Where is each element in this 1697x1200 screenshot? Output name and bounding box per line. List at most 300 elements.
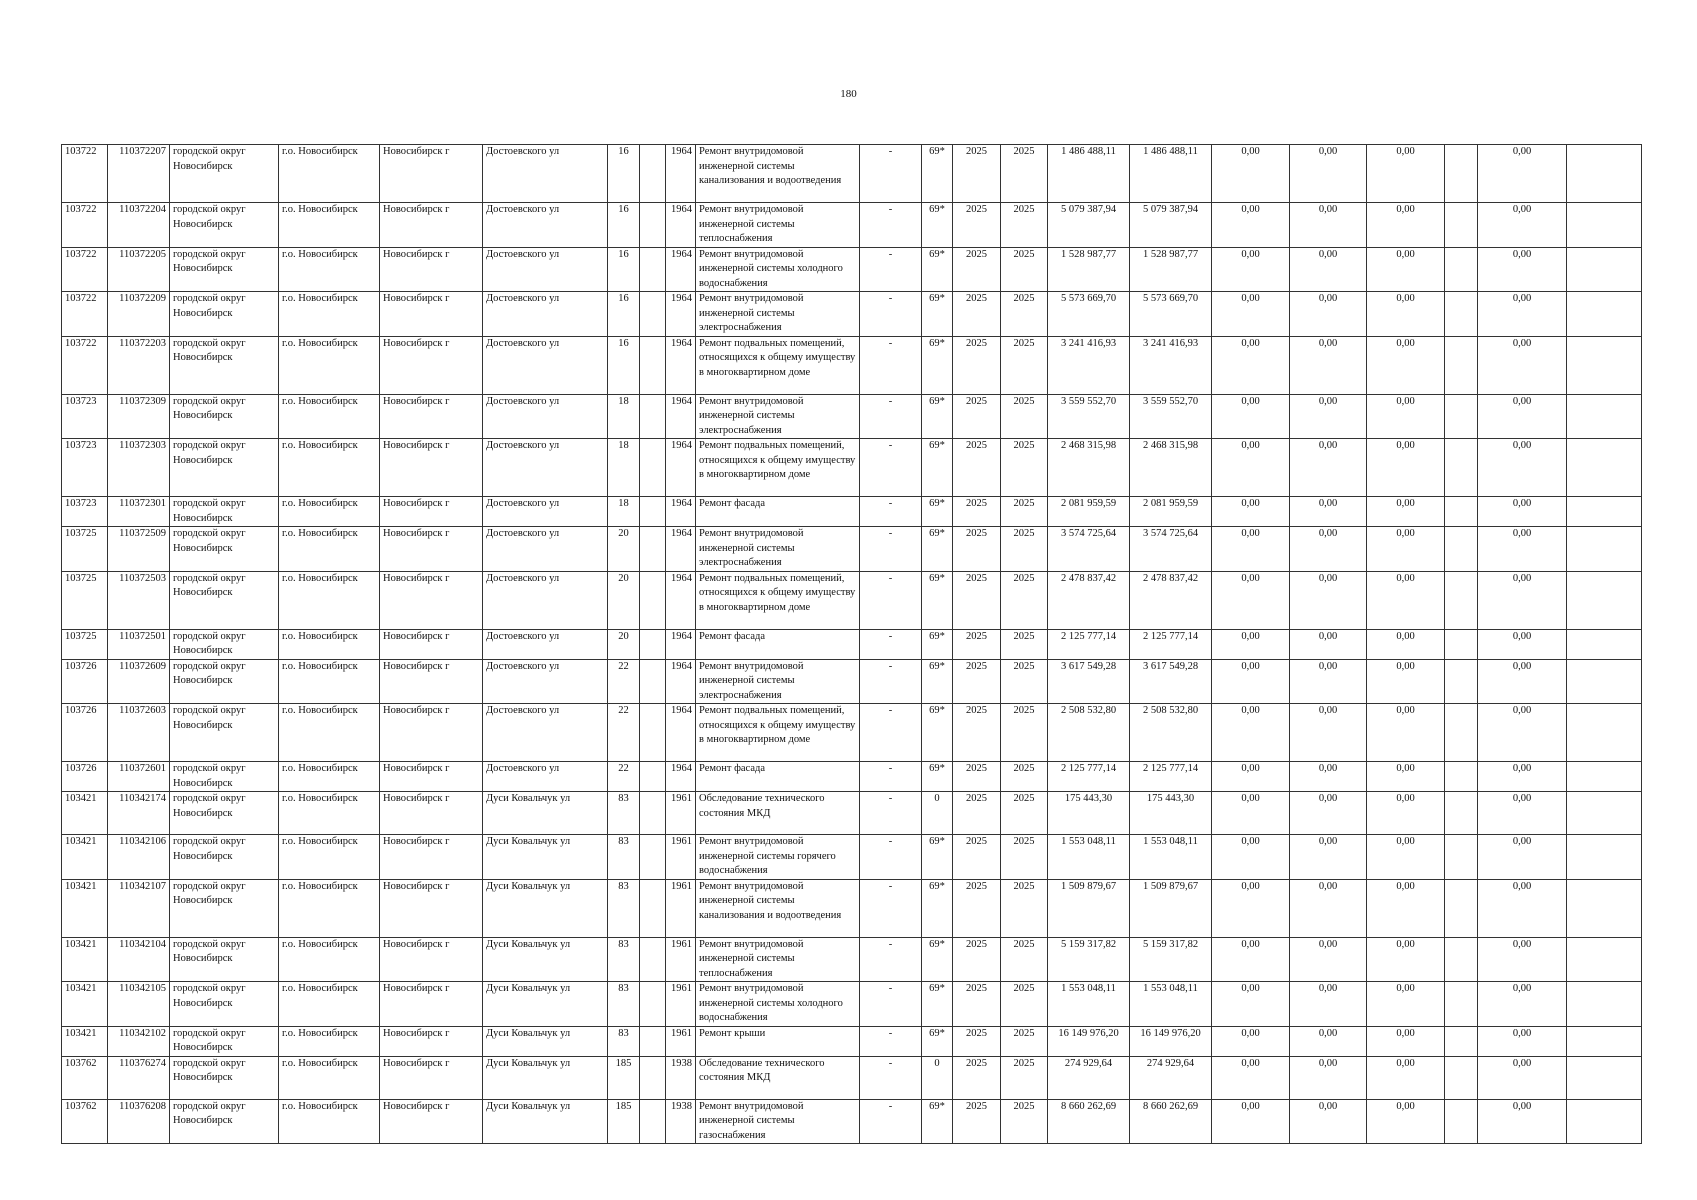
cell-year: 1961 bbox=[666, 792, 696, 835]
cell-district: городской округ Новосибирск bbox=[170, 762, 279, 792]
cell-v2: 0,00 bbox=[1290, 336, 1367, 394]
cell-building: 22 bbox=[608, 704, 640, 762]
cell-year: 1961 bbox=[666, 835, 696, 880]
cell-cost1: 274 929,64 bbox=[1048, 1056, 1130, 1099]
cell-start: 2025 bbox=[953, 937, 1001, 982]
cell-cost2: 1 553 048,11 bbox=[1130, 835, 1212, 880]
cell-dash: - bbox=[860, 792, 922, 835]
cell-dash: - bbox=[860, 292, 922, 337]
cell-cost1: 1 553 048,11 bbox=[1048, 835, 1130, 880]
cell-city: Новосибирск г bbox=[380, 336, 483, 394]
cell-norm: 69* bbox=[922, 439, 953, 497]
cell-end: 2025 bbox=[1001, 629, 1048, 659]
cell-code: 110342105 bbox=[108, 982, 170, 1027]
cell-v4 bbox=[1445, 527, 1478, 572]
cell-start: 2025 bbox=[953, 792, 1001, 835]
cell-v6 bbox=[1567, 835, 1642, 880]
cell-street: Дуси Ковальчук ул bbox=[483, 879, 608, 937]
cell-v2: 0,00 bbox=[1290, 659, 1367, 704]
cell-cost2: 8 660 262,69 bbox=[1130, 1099, 1212, 1144]
cell-norm: 69* bbox=[922, 145, 953, 203]
cell-v6 bbox=[1567, 659, 1642, 704]
cell-v3: 0,00 bbox=[1367, 394, 1445, 439]
cell-v1: 0,00 bbox=[1212, 571, 1290, 629]
cell-v3: 0,00 bbox=[1367, 1099, 1445, 1144]
cell-dash: - bbox=[860, 527, 922, 572]
cell-v3: 0,00 bbox=[1367, 247, 1445, 292]
cell-code: 110342106 bbox=[108, 835, 170, 880]
cell-district: городской округ Новосибирск bbox=[170, 336, 279, 394]
cell-city: Новосибирск г bbox=[380, 704, 483, 762]
cell-extra bbox=[640, 982, 666, 1027]
cell-street: Достоевского ул bbox=[483, 439, 608, 497]
cell-extra bbox=[640, 1099, 666, 1144]
cell-v2: 0,00 bbox=[1290, 792, 1367, 835]
cell-v4 bbox=[1445, 792, 1478, 835]
page-number: 180 bbox=[840, 88, 857, 100]
cell-year: 1964 bbox=[666, 659, 696, 704]
cell-v6 bbox=[1567, 879, 1642, 937]
cell-norm: 0 bbox=[922, 792, 953, 835]
cell-district: городской округ Новосибирск bbox=[170, 292, 279, 337]
cell-extra bbox=[640, 527, 666, 572]
cell-code: 110372503 bbox=[108, 571, 170, 629]
cell-v6 bbox=[1567, 247, 1642, 292]
cell-district: городской округ Новосибирск bbox=[170, 203, 279, 248]
cell-building: 20 bbox=[608, 629, 640, 659]
cell-end: 2025 bbox=[1001, 394, 1048, 439]
cell-norm: 69* bbox=[922, 762, 953, 792]
cell-code: 110372603 bbox=[108, 704, 170, 762]
cell-year: 1964 bbox=[666, 527, 696, 572]
cell-extra bbox=[640, 1056, 666, 1099]
cell-v3: 0,00 bbox=[1367, 982, 1445, 1027]
cell-code: 110342174 bbox=[108, 792, 170, 835]
cell-house: 103725 bbox=[62, 527, 108, 572]
cell-street: Достоевского ул bbox=[483, 659, 608, 704]
cell-norm: 69* bbox=[922, 1099, 953, 1144]
cell-city-short: г.о. Новосибирск bbox=[279, 145, 380, 203]
cell-house: 103421 bbox=[62, 1026, 108, 1056]
cell-v1: 0,00 bbox=[1212, 1026, 1290, 1056]
cell-cost1: 3 617 549,28 bbox=[1048, 659, 1130, 704]
cell-city: Новосибирск г bbox=[380, 497, 483, 527]
cell-v2: 0,00 bbox=[1290, 1056, 1367, 1099]
cell-cost2: 3 241 416,93 bbox=[1130, 336, 1212, 394]
cell-house: 103722 bbox=[62, 203, 108, 248]
cell-work: Ремонт внутридомовой инженерной системы теплоснабжения bbox=[696, 203, 860, 248]
cell-v6 bbox=[1567, 1026, 1642, 1056]
cell-v4 bbox=[1445, 937, 1478, 982]
cell-year: 1964 bbox=[666, 629, 696, 659]
cell-norm: 69* bbox=[922, 247, 953, 292]
cell-norm: 0 bbox=[922, 1056, 953, 1099]
cell-norm: 69* bbox=[922, 394, 953, 439]
cell-end: 2025 bbox=[1001, 792, 1048, 835]
cell-street: Дуси Ковальчук ул bbox=[483, 937, 608, 982]
table-row bbox=[62, 792, 1642, 835]
cell-start: 2025 bbox=[953, 439, 1001, 497]
cell-year: 1938 bbox=[666, 1056, 696, 1099]
cell-end: 2025 bbox=[1001, 571, 1048, 629]
cell-city: Новосибирск г bbox=[380, 762, 483, 792]
cell-house: 103725 bbox=[62, 629, 108, 659]
cell-street: Достоевского ул bbox=[483, 762, 608, 792]
cell-v4 bbox=[1445, 439, 1478, 497]
cell-v6 bbox=[1567, 203, 1642, 248]
cell-code: 110372609 bbox=[108, 659, 170, 704]
cell-norm: 69* bbox=[922, 336, 953, 394]
table-row bbox=[62, 879, 1642, 937]
cell-code: 110342102 bbox=[108, 1026, 170, 1056]
cell-extra bbox=[640, 937, 666, 982]
cell-start: 2025 bbox=[953, 336, 1001, 394]
cell-end: 2025 bbox=[1001, 659, 1048, 704]
cell-work: Ремонт фасада bbox=[696, 762, 860, 792]
cell-v2: 0,00 bbox=[1290, 762, 1367, 792]
cell-cost1: 3 241 416,93 bbox=[1048, 336, 1130, 394]
cell-v1: 0,00 bbox=[1212, 145, 1290, 203]
cell-house: 103421 bbox=[62, 879, 108, 937]
table-row bbox=[62, 982, 1642, 1027]
cell-house: 103421 bbox=[62, 792, 108, 835]
cell-extra bbox=[640, 704, 666, 762]
cell-city: Новосибирск г bbox=[380, 247, 483, 292]
cell-end: 2025 bbox=[1001, 203, 1048, 248]
cell-v4 bbox=[1445, 145, 1478, 203]
cell-district: городской округ Новосибирск bbox=[170, 1099, 279, 1144]
cell-street: Достоевского ул bbox=[483, 203, 608, 248]
cell-end: 2025 bbox=[1001, 497, 1048, 527]
cell-cost2: 2 478 837,42 bbox=[1130, 571, 1212, 629]
cell-extra bbox=[640, 394, 666, 439]
cell-city: Новосибирск г bbox=[380, 394, 483, 439]
cell-norm: 69* bbox=[922, 497, 953, 527]
cell-v3: 0,00 bbox=[1367, 879, 1445, 937]
cell-code: 110372205 bbox=[108, 247, 170, 292]
cell-city: Новосибирск г bbox=[380, 145, 483, 203]
cell-v2: 0,00 bbox=[1290, 394, 1367, 439]
cell-dash: - bbox=[860, 879, 922, 937]
cell-city: Новосибирск г bbox=[380, 792, 483, 835]
cell-v3: 0,00 bbox=[1367, 145, 1445, 203]
cell-work: Ремонт подвальных помещений, относящихся к общему имуществу в многоквартирном доме bbox=[696, 571, 860, 629]
cell-start: 2025 bbox=[953, 497, 1001, 527]
cell-street: Дуси Ковальчук ул bbox=[483, 835, 608, 880]
cell-district: городской округ Новосибирск bbox=[170, 1056, 279, 1099]
cell-extra bbox=[640, 497, 666, 527]
cell-cost2: 3 574 725,64 bbox=[1130, 527, 1212, 572]
cell-district: городской округ Новосибирск bbox=[170, 439, 279, 497]
cell-cost1: 8 660 262,69 bbox=[1048, 1099, 1130, 1144]
cell-v4 bbox=[1445, 497, 1478, 527]
cell-cost1: 2 125 777,14 bbox=[1048, 629, 1130, 659]
cell-street: Достоевского ул bbox=[483, 571, 608, 629]
cell-v6 bbox=[1567, 937, 1642, 982]
cell-v1: 0,00 bbox=[1212, 292, 1290, 337]
cell-extra bbox=[640, 145, 666, 203]
cell-cost1: 175 443,30 bbox=[1048, 792, 1130, 835]
cell-extra bbox=[640, 336, 666, 394]
cell-v5: 0,00 bbox=[1478, 439, 1567, 497]
cell-v3: 0,00 bbox=[1367, 336, 1445, 394]
cell-v4 bbox=[1445, 629, 1478, 659]
cell-street: Достоевского ул bbox=[483, 247, 608, 292]
cell-norm: 69* bbox=[922, 629, 953, 659]
cell-city-short: г.о. Новосибирск bbox=[279, 336, 380, 394]
cell-v3: 0,00 bbox=[1367, 497, 1445, 527]
cell-code: 110342104 bbox=[108, 937, 170, 982]
cell-v6 bbox=[1567, 1056, 1642, 1099]
cell-house: 103722 bbox=[62, 292, 108, 337]
cell-v6 bbox=[1567, 497, 1642, 527]
cell-cost1: 3 559 552,70 bbox=[1048, 394, 1130, 439]
cell-city-short: г.о. Новосибирск bbox=[279, 982, 380, 1027]
cell-v5: 0,00 bbox=[1478, 1099, 1567, 1144]
cell-v4 bbox=[1445, 1026, 1478, 1056]
cell-end: 2025 bbox=[1001, 527, 1048, 572]
cell-district: городской округ Новосибирск bbox=[170, 394, 279, 439]
table-row bbox=[62, 629, 1642, 659]
cell-dash: - bbox=[860, 394, 922, 439]
cell-city: Новосибирск г bbox=[380, 1056, 483, 1099]
cell-v3: 0,00 bbox=[1367, 792, 1445, 835]
cell-building: 83 bbox=[608, 982, 640, 1027]
cell-v2: 0,00 bbox=[1290, 835, 1367, 880]
cell-building: 83 bbox=[608, 835, 640, 880]
cell-cost2: 2 508 532,80 bbox=[1130, 704, 1212, 762]
repair-schedule-table bbox=[61, 144, 1642, 1144]
cell-v2: 0,00 bbox=[1290, 879, 1367, 937]
cell-street: Достоевского ул bbox=[483, 394, 608, 439]
cell-cost2: 1 509 879,67 bbox=[1130, 879, 1212, 937]
table-row bbox=[62, 571, 1642, 629]
cell-v6 bbox=[1567, 145, 1642, 203]
cell-cost2: 1 486 488,11 bbox=[1130, 145, 1212, 203]
cell-building: 18 bbox=[608, 439, 640, 497]
cell-city: Новосибирск г bbox=[380, 629, 483, 659]
cell-end: 2025 bbox=[1001, 247, 1048, 292]
cell-cost2: 2 125 777,14 bbox=[1130, 762, 1212, 792]
cell-v1: 0,00 bbox=[1212, 982, 1290, 1027]
cell-year: 1964 bbox=[666, 145, 696, 203]
cell-v2: 0,00 bbox=[1290, 982, 1367, 1027]
cell-start: 2025 bbox=[953, 1026, 1001, 1056]
cell-cost1: 2 508 532,80 bbox=[1048, 704, 1130, 762]
cell-city-short: г.о. Новосибирск bbox=[279, 1026, 380, 1056]
cell-cost1: 5 079 387,94 bbox=[1048, 203, 1130, 248]
cell-v4 bbox=[1445, 879, 1478, 937]
cell-v2: 0,00 bbox=[1290, 247, 1367, 292]
cell-year: 1938 bbox=[666, 1099, 696, 1144]
cell-norm: 69* bbox=[922, 1026, 953, 1056]
cell-dash: - bbox=[860, 336, 922, 394]
cell-house: 103421 bbox=[62, 982, 108, 1027]
cell-city-short: г.о. Новосибирск bbox=[279, 1099, 380, 1144]
cell-v5: 0,00 bbox=[1478, 203, 1567, 248]
cell-norm: 69* bbox=[922, 879, 953, 937]
cell-cost2: 3 617 549,28 bbox=[1130, 659, 1212, 704]
cell-code: 110372203 bbox=[108, 336, 170, 394]
cell-extra bbox=[640, 292, 666, 337]
cell-building: 20 bbox=[608, 571, 640, 629]
cell-dash: - bbox=[860, 1026, 922, 1056]
cell-city: Новосибирск г bbox=[380, 835, 483, 880]
cell-v4 bbox=[1445, 659, 1478, 704]
cell-v4 bbox=[1445, 704, 1478, 762]
cell-district: городской округ Новосибирск bbox=[170, 1026, 279, 1056]
cell-end: 2025 bbox=[1001, 835, 1048, 880]
cell-work: Ремонт внутридомовой инженерной системы электроснабжения bbox=[696, 394, 860, 439]
cell-year: 1964 bbox=[666, 497, 696, 527]
cell-building: 185 bbox=[608, 1099, 640, 1144]
cell-cost2: 5 573 669,70 bbox=[1130, 292, 1212, 337]
cell-v3: 0,00 bbox=[1367, 762, 1445, 792]
cell-start: 2025 bbox=[953, 527, 1001, 572]
table-row bbox=[62, 203, 1642, 248]
cell-extra bbox=[640, 203, 666, 248]
cell-v2: 0,00 bbox=[1290, 1026, 1367, 1056]
cell-v5: 0,00 bbox=[1478, 659, 1567, 704]
cell-work: Ремонт подвальных помещений, относящихся к общему имуществу в многоквартирном доме bbox=[696, 704, 860, 762]
cell-v6 bbox=[1567, 292, 1642, 337]
cell-district: городской округ Новосибирск bbox=[170, 497, 279, 527]
cell-city-short: г.о. Новосибирск bbox=[279, 629, 380, 659]
cell-city-short: г.о. Новосибирск bbox=[279, 879, 380, 937]
cell-end: 2025 bbox=[1001, 704, 1048, 762]
cell-house: 103762 bbox=[62, 1056, 108, 1099]
cell-v1: 0,00 bbox=[1212, 336, 1290, 394]
cell-district: городской округ Новосибирск bbox=[170, 982, 279, 1027]
cell-start: 2025 bbox=[953, 292, 1001, 337]
cell-start: 2025 bbox=[953, 704, 1001, 762]
cell-building: 16 bbox=[608, 145, 640, 203]
cell-v1: 0,00 bbox=[1212, 704, 1290, 762]
cell-city-short: г.о. Новосибирск bbox=[279, 659, 380, 704]
cell-dash: - bbox=[860, 203, 922, 248]
cell-v4 bbox=[1445, 1056, 1478, 1099]
cell-dash: - bbox=[860, 497, 922, 527]
cell-v2: 0,00 bbox=[1290, 527, 1367, 572]
cell-v2: 0,00 bbox=[1290, 629, 1367, 659]
cell-code: 110372207 bbox=[108, 145, 170, 203]
cell-cost2: 5 079 387,94 bbox=[1130, 203, 1212, 248]
cell-city-short: г.о. Новосибирск bbox=[279, 704, 380, 762]
table-row bbox=[62, 762, 1642, 792]
cell-v5: 0,00 bbox=[1478, 1026, 1567, 1056]
cell-v2: 0,00 bbox=[1290, 439, 1367, 497]
cell-cost2: 1 553 048,11 bbox=[1130, 982, 1212, 1027]
cell-start: 2025 bbox=[953, 571, 1001, 629]
cell-code: 110372309 bbox=[108, 394, 170, 439]
cell-v5: 0,00 bbox=[1478, 937, 1567, 982]
cell-extra bbox=[640, 247, 666, 292]
cell-v4 bbox=[1445, 762, 1478, 792]
cell-start: 2025 bbox=[953, 1056, 1001, 1099]
cell-norm: 69* bbox=[922, 982, 953, 1027]
cell-cost2: 3 559 552,70 bbox=[1130, 394, 1212, 439]
cell-v3: 0,00 bbox=[1367, 937, 1445, 982]
cell-start: 2025 bbox=[953, 247, 1001, 292]
cell-cost2: 175 443,30 bbox=[1130, 792, 1212, 835]
cell-city: Новосибирск г bbox=[380, 982, 483, 1027]
cell-district: городской округ Новосибирск bbox=[170, 145, 279, 203]
cell-dash: - bbox=[860, 762, 922, 792]
cell-house: 103723 bbox=[62, 497, 108, 527]
cell-end: 2025 bbox=[1001, 439, 1048, 497]
cell-start: 2025 bbox=[953, 629, 1001, 659]
cell-v3: 0,00 bbox=[1367, 835, 1445, 880]
cell-v6 bbox=[1567, 982, 1642, 1027]
cell-cost1: 1 509 879,67 bbox=[1048, 879, 1130, 937]
cell-street: Достоевского ул bbox=[483, 145, 608, 203]
cell-v4 bbox=[1445, 982, 1478, 1027]
cell-v4 bbox=[1445, 571, 1478, 629]
cell-extra bbox=[640, 792, 666, 835]
cell-district: городской округ Новосибирск bbox=[170, 247, 279, 292]
cell-norm: 69* bbox=[922, 659, 953, 704]
cell-year: 1961 bbox=[666, 879, 696, 937]
table-row bbox=[62, 937, 1642, 982]
cell-v5: 0,00 bbox=[1478, 792, 1567, 835]
cell-extra bbox=[640, 571, 666, 629]
cell-v1: 0,00 bbox=[1212, 659, 1290, 704]
cell-v5: 0,00 bbox=[1478, 629, 1567, 659]
cell-building: 83 bbox=[608, 792, 640, 835]
cell-cost2: 2 468 315,98 bbox=[1130, 439, 1212, 497]
cell-year: 1964 bbox=[666, 571, 696, 629]
table-row bbox=[62, 1056, 1642, 1099]
cell-v5: 0,00 bbox=[1478, 247, 1567, 292]
cell-v3: 0,00 bbox=[1367, 439, 1445, 497]
cell-work: Ремонт внутридомовой инженерной системы канализования и водоотведения bbox=[696, 145, 860, 203]
cell-v4 bbox=[1445, 835, 1478, 880]
cell-year: 1964 bbox=[666, 762, 696, 792]
cell-start: 2025 bbox=[953, 835, 1001, 880]
cell-v5: 0,00 bbox=[1478, 879, 1567, 937]
cell-work: Ремонт внутридомовой инженерной системы канализования и водоотведения bbox=[696, 879, 860, 937]
cell-cost2: 274 929,64 bbox=[1130, 1056, 1212, 1099]
cell-district: городской округ Новосибирск bbox=[170, 704, 279, 762]
cell-city-short: г.о. Новосибирск bbox=[279, 792, 380, 835]
cell-street: Дуси Ковальчук ул bbox=[483, 1026, 608, 1056]
table-row bbox=[62, 659, 1642, 704]
cell-year: 1964 bbox=[666, 292, 696, 337]
table-row bbox=[62, 247, 1642, 292]
cell-v2: 0,00 bbox=[1290, 497, 1367, 527]
cell-city: Новосибирск г bbox=[380, 203, 483, 248]
cell-v4 bbox=[1445, 336, 1478, 394]
cell-extra bbox=[640, 659, 666, 704]
cell-v6 bbox=[1567, 571, 1642, 629]
cell-city-short: г.о. Новосибирск bbox=[279, 835, 380, 880]
cell-city-short: г.о. Новосибирск bbox=[279, 247, 380, 292]
cell-cost1: 2 478 837,42 bbox=[1048, 571, 1130, 629]
cell-v6 bbox=[1567, 394, 1642, 439]
cell-house: 103722 bbox=[62, 247, 108, 292]
cell-v5: 0,00 bbox=[1478, 762, 1567, 792]
cell-dash: - bbox=[860, 937, 922, 982]
cell-dash: - bbox=[860, 1099, 922, 1144]
cell-v6 bbox=[1567, 629, 1642, 659]
cell-start: 2025 bbox=[953, 879, 1001, 937]
cell-norm: 69* bbox=[922, 292, 953, 337]
cell-building: 22 bbox=[608, 762, 640, 792]
cell-district: городской округ Новосибирск bbox=[170, 937, 279, 982]
table-body bbox=[62, 145, 1642, 1144]
cell-street: Достоевского ул bbox=[483, 292, 608, 337]
cell-end: 2025 bbox=[1001, 292, 1048, 337]
